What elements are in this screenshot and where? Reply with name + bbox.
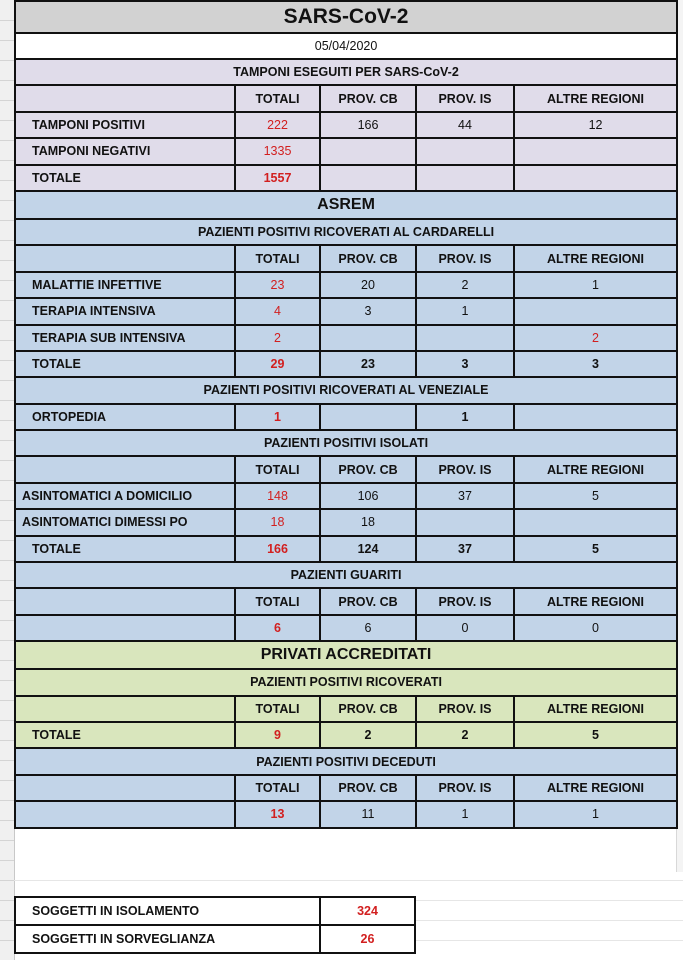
cell-prov-is: 1: [416, 298, 514, 324]
report-title: SARS-CoV-2: [15, 1, 677, 33]
empty-cell: [15, 775, 235, 801]
cell-prov-cb: 6: [320, 615, 416, 641]
deceduti-section: [15, 748, 677, 827]
veneziale-header: PAZIENTI POSITIVI RICOVERATI AL VENEZIALE: [15, 377, 677, 403]
cell-totali: 6: [235, 615, 320, 641]
row-label: TOTALE: [15, 165, 235, 191]
cell-prov-is: [416, 165, 514, 191]
col-prov-is: PROV. IS: [416, 456, 514, 482]
col-altre-regioni: ALTRE REGIONI: [514, 588, 677, 614]
row-divider: [0, 100, 14, 101]
row-divider: [0, 60, 14, 61]
privati-section: [15, 641, 677, 748]
cell-altre-regioni: [514, 138, 677, 164]
summary-label: SOGGETTI IN ISOLAMENTO: [15, 897, 320, 925]
spreadsheet-row-header: [0, 0, 15, 960]
col-totali: TOTALI: [235, 456, 320, 482]
cell-totali: 1: [235, 404, 320, 430]
col-totali: TOTALI: [235, 775, 320, 801]
row-label: TAMPONI NEGATIVI: [15, 138, 235, 164]
cardarelli-header: PAZIENTI POSITIVI RICOVERATI AL CARDARELLI: [15, 219, 677, 245]
row-divider: [0, 820, 14, 821]
row-divider: [0, 420, 14, 421]
cell-prov-cb: 2: [320, 722, 416, 748]
cell-altre-regioni: 3: [514, 351, 677, 377]
cell-prov-cb: 23: [320, 351, 416, 377]
cell-altre-regioni: 12: [514, 112, 677, 138]
col-prov-is: PROV. IS: [416, 588, 514, 614]
table-row: [15, 509, 677, 535]
row-divider: [0, 660, 14, 661]
cell-prov-cb: 106: [320, 483, 416, 509]
table-row: [15, 404, 677, 430]
section-header-row: [15, 377, 677, 403]
table-row: [15, 801, 677, 827]
cell-totali: 4: [235, 298, 320, 324]
cell-prov-is: 3: [416, 351, 514, 377]
cell-totali: 1335: [235, 138, 320, 164]
grid-line: [14, 880, 683, 881]
col-altre-regioni: ALTRE REGIONI: [514, 245, 677, 271]
cell-altre-regioni: 1: [514, 801, 677, 827]
row-divider: [0, 160, 14, 161]
column-header-row: [15, 588, 677, 614]
row-divider: [0, 680, 14, 681]
row-label: ASINTOMATICI A DOMICILIO: [15, 483, 235, 509]
row-divider: [0, 200, 14, 201]
col-prov-is: PROV. IS: [416, 696, 514, 722]
row-divider: [0, 640, 14, 641]
section-header-row: [15, 562, 677, 588]
title-row: [15, 1, 677, 33]
cell-altre-regioni: 0: [514, 615, 677, 641]
cell-totali: 18: [235, 509, 320, 535]
summary-table: [14, 896, 416, 954]
row-label: ORTOPEDIA: [15, 404, 235, 430]
row-divider: [0, 500, 14, 501]
col-altre-regioni: ALTRE REGIONI: [514, 85, 677, 111]
section-header-row: [15, 430, 677, 456]
row-divider: [0, 380, 14, 381]
row-divider: [0, 220, 14, 221]
section-header-row: [15, 59, 677, 85]
row-divider: [0, 780, 14, 781]
cell-prov-cb: 11: [320, 801, 416, 827]
table-row: [15, 272, 677, 298]
cell-totali: 2: [235, 325, 320, 351]
total-row: [15, 722, 677, 748]
privati-title-row: [15, 641, 677, 669]
section-header-row: [15, 669, 677, 695]
cell-totali: 222: [235, 112, 320, 138]
col-totali: TOTALI: [235, 85, 320, 111]
table-row: [15, 615, 677, 641]
total-row: [15, 351, 677, 377]
row-divider: [0, 460, 14, 461]
row-divider: [0, 560, 14, 561]
table-row: [15, 138, 677, 164]
ricoverati-header: PAZIENTI POSITIVI RICOVERATI: [15, 669, 677, 695]
cell-prov-cb: 124: [320, 536, 416, 562]
row-label: TOTALE: [15, 536, 235, 562]
cell-totali: 9: [235, 722, 320, 748]
cell-prov-is: 0: [416, 615, 514, 641]
column-header-row: [15, 775, 677, 801]
row-divider: [0, 540, 14, 541]
col-altre-regioni: ALTRE REGIONI: [514, 775, 677, 801]
row-divider: [0, 740, 14, 741]
cell-altre-regioni: 2: [514, 325, 677, 351]
cell-altre-regioni: [514, 165, 677, 191]
row-divider: [0, 440, 14, 441]
row-divider: [0, 80, 14, 81]
row-divider: [0, 240, 14, 241]
empty-cell: [15, 588, 235, 614]
cell-altre-regioni: 1: [514, 272, 677, 298]
total-row: [15, 165, 677, 191]
column-header-row: [15, 245, 677, 271]
cell-prov-is: 37: [416, 483, 514, 509]
row-divider: [0, 360, 14, 361]
row-divider: [0, 600, 14, 601]
row-divider: [0, 340, 14, 341]
cell-prov-is: [416, 325, 514, 351]
cell-prov-is: [416, 509, 514, 535]
column-header-row: [15, 696, 677, 722]
row-label: TERAPIA INTENSIVA: [15, 298, 235, 324]
summary-value: 324: [320, 897, 415, 925]
row-divider: [0, 180, 14, 181]
row-divider: [0, 620, 14, 621]
row-label: TOTALE: [15, 722, 235, 748]
row-divider: [0, 280, 14, 281]
row-divider: [0, 300, 14, 301]
row-divider: [0, 800, 14, 801]
col-prov-cb: PROV. CB: [320, 696, 416, 722]
row-label: TERAPIA SUB INTENSIVA: [15, 325, 235, 351]
cell-totali: 29: [235, 351, 320, 377]
cell-prov-cb: 3: [320, 298, 416, 324]
empty-cell: [15, 696, 235, 722]
cell-prov-is: 44: [416, 112, 514, 138]
table-row: [15, 112, 677, 138]
row-divider: [0, 520, 14, 521]
asrem-title-row: [15, 191, 677, 219]
row-divider: [0, 400, 14, 401]
cell-totali: 166: [235, 536, 320, 562]
row-divider: [0, 920, 14, 921]
cell-altre-regioni: 5: [514, 722, 677, 748]
cell-totali: 23: [235, 272, 320, 298]
table-row: [15, 298, 677, 324]
row-label: TAMPONI POSITIVI: [15, 112, 235, 138]
cell-totali: 13: [235, 801, 320, 827]
row-divider: [0, 900, 14, 901]
report-date: 05/04/2020: [15, 33, 677, 59]
row-label: ASINTOMATICI DIMESSI PO: [15, 509, 235, 535]
row-divider: [0, 720, 14, 721]
asrem-title: ASREM: [15, 191, 677, 219]
table-row: [15, 483, 677, 509]
row-divider: [0, 140, 14, 141]
summary-row: [15, 897, 415, 925]
empty-cell: [15, 245, 235, 271]
row-divider: [0, 860, 14, 861]
row-label: [15, 615, 235, 641]
cell-prov-cb: 18: [320, 509, 416, 535]
row-divider: [0, 580, 14, 581]
row-label: TOTALE: [15, 351, 235, 377]
privati-title: PRIVATI ACCREDITATI: [15, 641, 677, 669]
tamponi-section: [15, 59, 677, 191]
cell-prov-is: 2: [416, 722, 514, 748]
cell-prov-cb: [320, 404, 416, 430]
cell-altre-regioni: [514, 298, 677, 324]
row-divider: [0, 320, 14, 321]
cell-altre-regioni: [514, 509, 677, 535]
cell-prov-is: 1: [416, 801, 514, 827]
row-divider: [0, 40, 14, 41]
row-divider: [0, 20, 14, 21]
col-prov-cb: PROV. CB: [320, 588, 416, 614]
row-label: [15, 801, 235, 827]
cell-altre-regioni: [514, 404, 677, 430]
col-prov-cb: PROV. CB: [320, 456, 416, 482]
row-divider: [0, 880, 14, 881]
row-divider: [0, 760, 14, 761]
summary-row: [15, 925, 415, 953]
column-header-row: [15, 456, 677, 482]
row-divider: [0, 480, 14, 481]
row-divider: [0, 940, 14, 941]
cell-prov-is: 2: [416, 272, 514, 298]
col-prov-cb: PROV. CB: [320, 245, 416, 271]
row-label: MALATTIE INFETTIVE: [15, 272, 235, 298]
cell-prov-is: 1: [416, 404, 514, 430]
col-prov-is: PROV. IS: [416, 245, 514, 271]
row-divider: [0, 840, 14, 841]
cell-prov-cb: 166: [320, 112, 416, 138]
column-header-row: [15, 85, 677, 111]
cell-prov-cb: [320, 138, 416, 164]
isolati-header: PAZIENTI POSITIVI ISOLATI: [15, 430, 677, 456]
asrem-section: [15, 191, 677, 641]
col-altre-regioni: ALTRE REGIONI: [514, 456, 677, 482]
section-header-row: [15, 748, 677, 774]
cell-altre-regioni: 5: [514, 536, 677, 562]
col-prov-cb: PROV. CB: [320, 85, 416, 111]
empty-cell: [15, 85, 235, 111]
cell-altre-regioni: 5: [514, 483, 677, 509]
col-totali: TOTALI: [235, 696, 320, 722]
deceduti-header: PAZIENTI POSITIVI DECEDUTI: [15, 748, 677, 774]
col-prov-cb: PROV. CB: [320, 775, 416, 801]
row-divider: [0, 120, 14, 121]
total-row: [15, 536, 677, 562]
summary-label: SOGGETTI IN SORVEGLIANZA: [15, 925, 320, 953]
row-divider: [0, 260, 14, 261]
cell-prov-cb: [320, 165, 416, 191]
report-table: [14, 0, 678, 829]
col-prov-is: PROV. IS: [416, 775, 514, 801]
col-totali: TOTALI: [235, 245, 320, 271]
col-totali: TOTALI: [235, 588, 320, 614]
table-row: [15, 325, 677, 351]
guariti-header: PAZIENTI GUARITI: [15, 562, 677, 588]
cell-prov-is: 37: [416, 536, 514, 562]
col-prov-is: PROV. IS: [416, 85, 514, 111]
cell-prov-cb: [320, 325, 416, 351]
cell-prov-is: [416, 138, 514, 164]
cell-totali: 1557: [235, 165, 320, 191]
section-header-row: [15, 219, 677, 245]
cell-prov-cb: 20: [320, 272, 416, 298]
summary-value: 26: [320, 925, 415, 953]
empty-cell: [15, 456, 235, 482]
cell-totali: 148: [235, 483, 320, 509]
tamponi-header: TAMPONI ESEGUITI PER SARS-CoV-2: [15, 59, 677, 85]
row-divider: [0, 700, 14, 701]
date-row: [15, 33, 677, 59]
col-altre-regioni: ALTRE REGIONI: [514, 696, 677, 722]
